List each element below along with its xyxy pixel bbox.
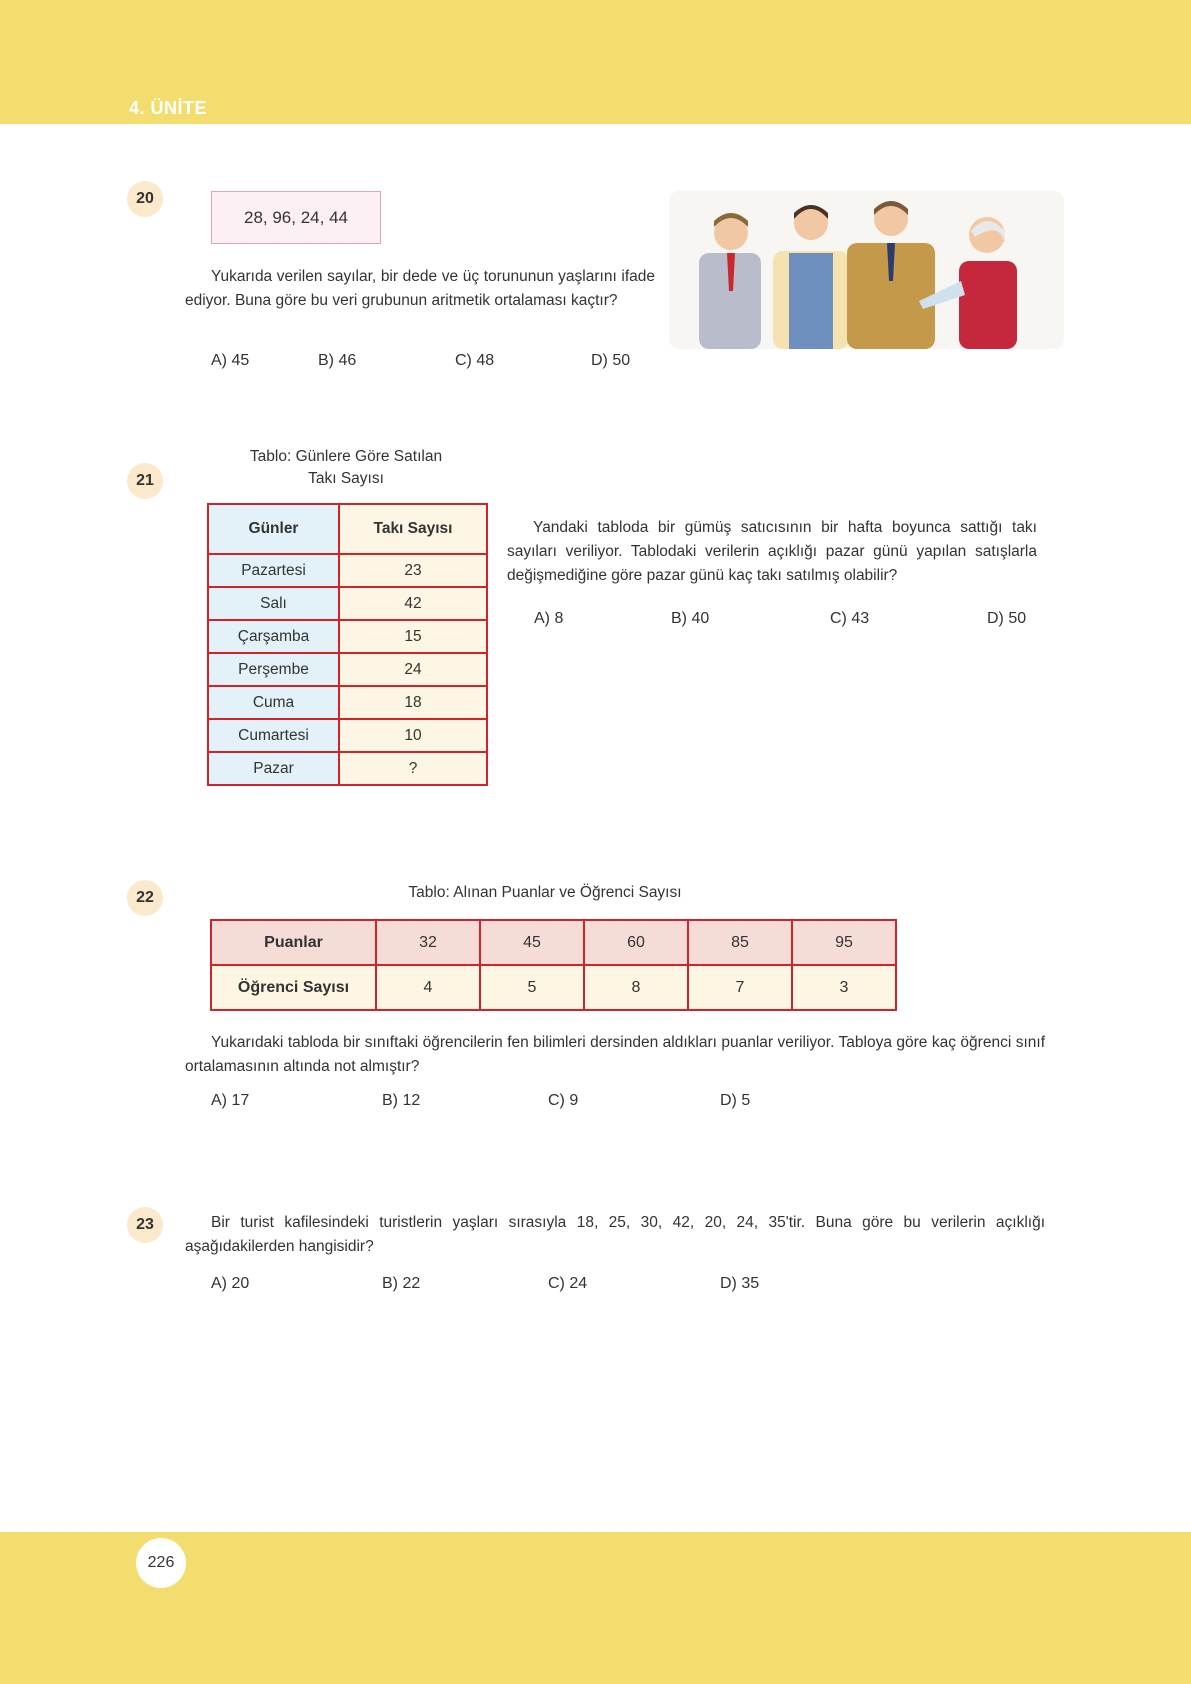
option-d[interactable]: D) 35 — [720, 1275, 760, 1292]
table-row — [208, 587, 487, 620]
row-label: Puanlar — [211, 920, 376, 965]
count-cell: 18 — [339, 686, 487, 719]
option-d[interactable]: D) 50 — [987, 610, 1027, 627]
day-cell: Cuma — [208, 686, 339, 719]
score-cell: 95 — [792, 920, 896, 965]
table-row — [208, 686, 487, 719]
option-b[interactable]: B) 40 — [671, 610, 710, 627]
header-count: Takı Sayısı — [339, 504, 487, 554]
question-number-20: 20 — [127, 181, 163, 217]
option-a[interactable]: A) 45 — [211, 352, 250, 369]
question-23-text: Bir turist kafilesindeki turistlerin yaşları sırasıyla 18, 25, 30, 42, 20, 24, 35'tir. Buna göre bu verilerin açıklığı aşağıdakilerden hangisidir? — [185, 1214, 1045, 1255]
count-cell: 3 — [792, 965, 896, 1010]
table-row — [208, 653, 487, 686]
day-cell: Pazartesi — [208, 554, 339, 587]
option-d[interactable]: D) 5 — [720, 1092, 751, 1109]
student-count-row — [211, 965, 896, 1010]
count-cell: 7 — [688, 965, 792, 1010]
count-cell: 23 — [339, 554, 487, 587]
option-b[interactable]: B) 46 — [318, 352, 357, 369]
option-d[interactable]: D) 50 — [591, 352, 631, 369]
jewelry-sales-table — [207, 503, 488, 786]
option-b[interactable]: B) 22 — [382, 1275, 421, 1292]
count-cell: 5 — [480, 965, 584, 1010]
question-20-text: Yukarıda verilen sayılar, bir dede ve üç torununun yaşlarını ifade ediyor. Buna göre bu veri grubunun aritmetik ortalaması kaçtır? — [185, 268, 655, 309]
option-a[interactable]: A) 20 — [211, 1275, 250, 1292]
count-cell: 15 — [339, 620, 487, 653]
question-21-text: Yandaki tabloda bir gümüş satıcısının bir hafta boyunca sattığı takı sayıları veriliyor. Tablodaki verilerin açıklığı pazar günü yapılan satışlarla değişmediğine göre pazar günü kaç takı satılmış olabilir? — [507, 519, 1037, 584]
page-number: 226 — [136, 1538, 186, 1588]
option-a[interactable]: A) 17 — [211, 1092, 250, 1109]
scores-table — [210, 919, 897, 1011]
count-cell: 8 — [584, 965, 688, 1010]
score-cell: 32 — [376, 920, 480, 965]
table-header-row — [208, 504, 487, 554]
score-cell: 85 — [688, 920, 792, 965]
option-c[interactable]: C) 24 — [548, 1275, 588, 1292]
option-b[interactable]: B) 12 — [382, 1092, 421, 1109]
count-cell: 42 — [339, 587, 487, 620]
score-cell: 60 — [584, 920, 688, 965]
question-22-text: Yukarıdaki tabloda bir sınıftaki öğrencilerin fen bilimleri dersinden aldıkları puanlar veriliyor. Tabloya göre kaç öğrenci sınıf ortalamasının altında not almıştır? — [185, 1034, 1045, 1075]
numbers-box: 28, 96, 24, 44 — [211, 191, 381, 244]
day-cell: Pazar — [208, 752, 339, 785]
scores-row — [211, 920, 896, 965]
count-cell: 4 — [376, 965, 480, 1010]
question-number-22: 22 — [127, 880, 163, 916]
question-number-23: 23 — [127, 1207, 163, 1243]
count-cell: 10 — [339, 719, 487, 752]
caption-line-1: Tablo: Günlere Göre Satılan — [249, 448, 443, 465]
score-cell: 45 — [480, 920, 584, 965]
table-row — [208, 554, 487, 587]
table-caption — [216, 446, 476, 490]
option-c[interactable]: C) 48 — [455, 352, 495, 369]
table-caption: Tablo: Alınan Puanlar ve Öğrenci Sayısı — [408, 884, 682, 901]
option-a[interactable]: A) 8 — [534, 610, 564, 627]
table-row — [208, 752, 487, 785]
day-cell: Salı — [208, 587, 339, 620]
day-cell: Çarşamba — [208, 620, 339, 653]
table-row — [208, 719, 487, 752]
table-row — [208, 620, 487, 653]
option-c[interactable]: C) 43 — [830, 610, 870, 627]
day-cell: Perşembe — [208, 653, 339, 686]
question-number-21: 21 — [127, 463, 163, 499]
count-cell: ? — [339, 752, 487, 785]
count-cell: 24 — [339, 653, 487, 686]
caption-line-2: Takı Sayısı — [308, 470, 384, 487]
grandfather-grandsons-illustration — [669, 191, 1064, 349]
day-cell: Cumartesi — [208, 719, 339, 752]
option-c[interactable]: C) 9 — [548, 1092, 579, 1109]
header-days: Günler — [208, 504, 339, 554]
row-label: Öğrenci Sayısı — [211, 965, 376, 1010]
unit-label: 4. ÜNİTE — [129, 98, 208, 118]
